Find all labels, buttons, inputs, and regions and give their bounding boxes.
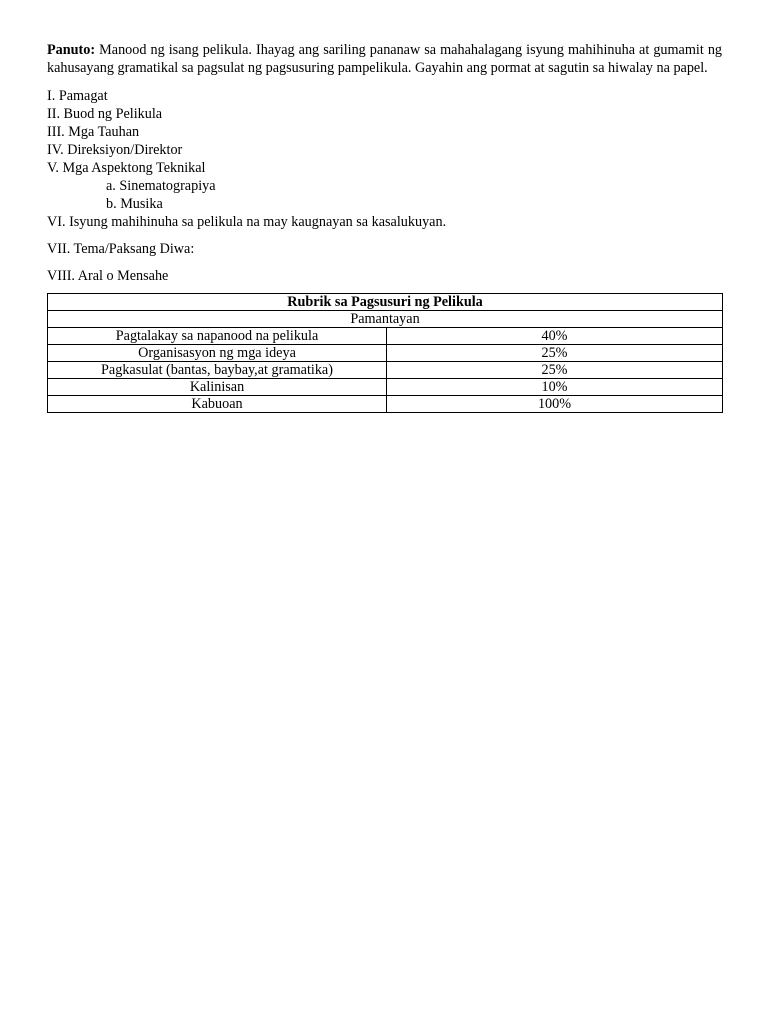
table-row (48, 345, 723, 362)
rubric-criterion: Organisasyon ng mga ideya (48, 345, 387, 362)
instruction-label: Panuto: (47, 42, 96, 58)
outline-item-5b: b. Musika (106, 196, 163, 212)
table-row (48, 379, 723, 396)
outline-item-5a: a. Sinematograpiya (106, 178, 216, 194)
outline-item-6: VI. Isyung mahihinuha sa pelikula na may kaugnayan sa kasalukuyan. (47, 214, 447, 230)
rubric-table (47, 293, 723, 413)
outline-list (47, 87, 722, 231)
table-row (48, 396, 723, 413)
rubric-criterion: Kalinisan (48, 379, 387, 396)
table-row (48, 362, 723, 379)
table-row (48, 328, 723, 345)
rubric-title: Rubrik sa Pagsusuri ng Pelikula (48, 294, 723, 311)
outline-item-8: VIII. Aral o Mensahe (47, 268, 169, 284)
rubric-criterion: Pagkasulat (bantas, baybay,at gramatika) (48, 362, 387, 379)
rubric-weight: 25% (387, 345, 723, 362)
rubric-title-row (48, 294, 723, 311)
outline-item-5: V. Mga Aspektong Teknikal (47, 160, 206, 176)
rubric-weight: 25% (387, 362, 723, 379)
rubric-criterion: Kabuoan (48, 396, 387, 413)
outline-item-2: II. Buod ng Pelikula (47, 106, 163, 122)
rubric-criterion: Pagtalakay sa napanood na pelikula (48, 328, 387, 345)
rubric-weight: 100% (387, 396, 723, 413)
rubric-weight: 10% (387, 379, 723, 396)
outline-item-4: IV. Direksiyon/Direktor (47, 142, 183, 158)
instruction-text: Manood ng isang pelikula. Ihayag ang sariling pananaw sa mahahalagang isyung mahihinuha at gumamit ng kahusayang gramatikal sa pagsulat ng pagsusuring pampelikula. Gayahin ang pormat at sagutin sa hiwalay na papel. (47, 42, 723, 76)
rubric-subheader-row (48, 311, 723, 328)
outline-item-1: I. Pamagat (47, 88, 108, 104)
outline-item-7: VII. Tema/Paksang Diwa: (47, 241, 195, 257)
instruction-paragraph (47, 41, 722, 77)
rubric-weight: 40% (387, 328, 723, 345)
outline-item-3: III. Mga Tauhan (47, 124, 140, 140)
rubric-subheader: Pamantayan (48, 311, 723, 328)
